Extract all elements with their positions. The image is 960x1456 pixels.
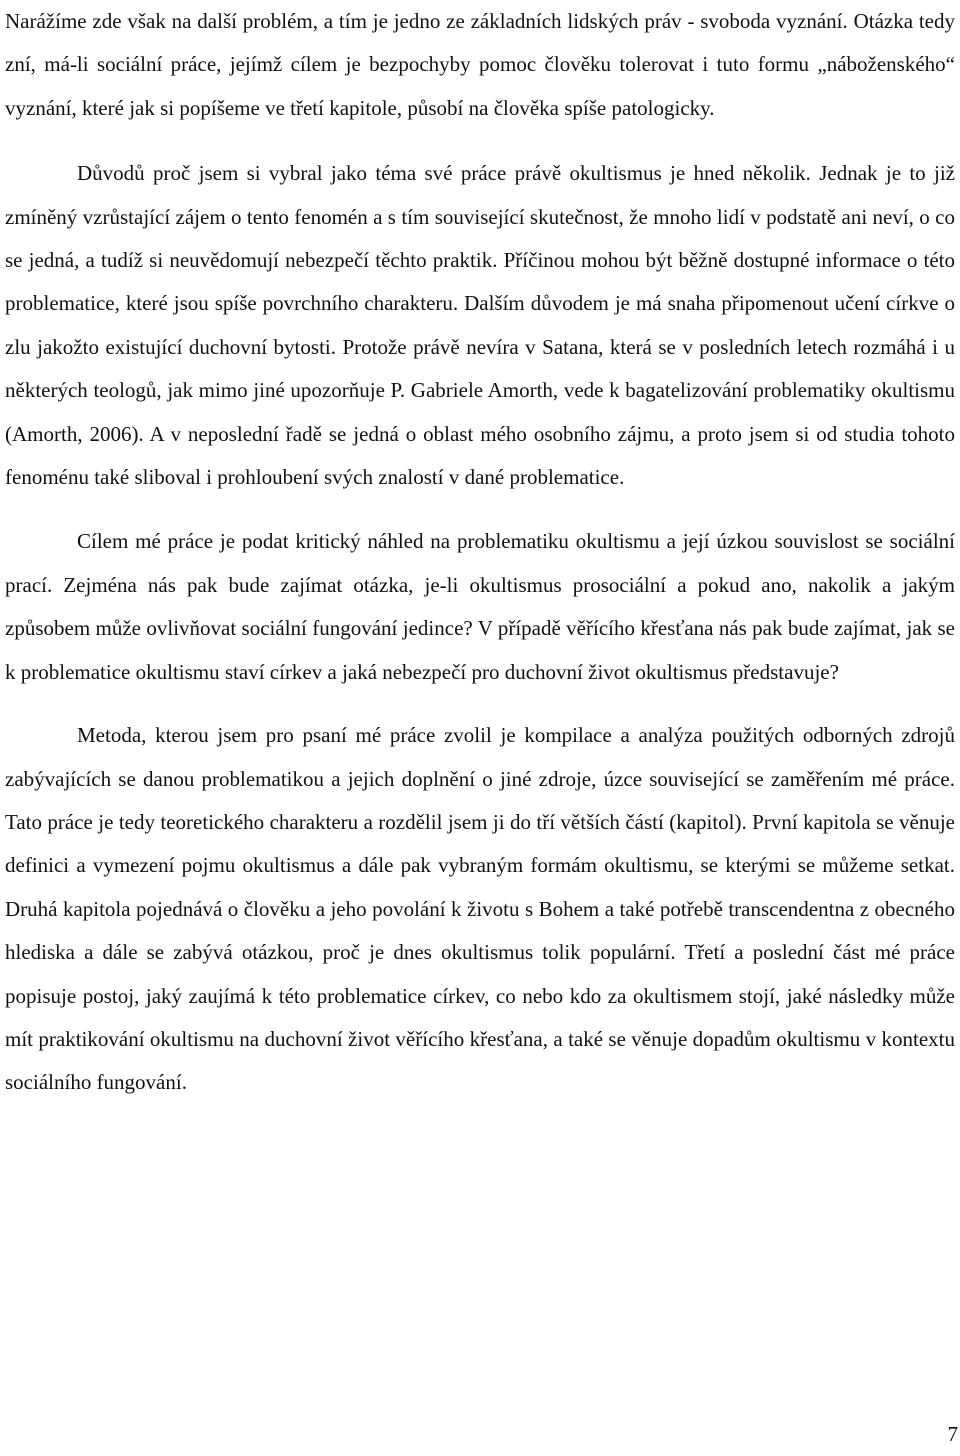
paragraph-method: Metoda, kterou jsem pro psaní mé práce zvolil je kompilace a analýza použitých odborných zdrojů zabývajících se danou problematikou a jejich doplnění o jiné zdroje, úzce související se zaměřením mé práce. Tato práce je tedy teoretického charakteru a rozdělil jsem ji do tří větších částí (kapitol). První kapitola se věnuje definici a vymezení pojmu okultismus a dále pak vybraným formám okultismu, se kterými se můžeme setkat. Druhá kapitola pojednává o člověku a jeho povolání k životu s Bohem a také potřebě transcendentna z obecného hlediska a dále se zabývá otázkou, proč je dnes okultismus tolik populární. Třetí a poslední část mé práce popisuje postoj, jaký zaujímá k této problematice církev, co nebo kdo za okultismem stojí, jaké následky může mít praktikování okultismu na duchovní život věřícího křesťana, a také se věnuje dopadům okultismu v kontextu sociálního fungování. (5, 723, 955, 1095)
paragraph-aim: Cílem mé práce je podat kritický náhled na problematiku okultismu a její úzkou souvislost se sociální prací. Zejména nás pak bude zajímat otázka, je-li okultismus prosociální a pokud ano, nakolik a jakým způsobem může ovlivňovat sociální fungování jedince? V případě věřícího křesťana nás pak bude zajímat, jak se k problematice okultismu staví církev a jaká nebezpečí pro duchovní život okultismus představuje? (5, 529, 955, 684)
paragraph-religious-freedom: Narážíme zde však na další problém, a tím je jedno ze základních lidských práv - svoboda vyznání. Otázka tedy zní, má-li sociální práce, jejímž cílem je bezpochyby pomoc člověku tolerovat i tuto formu „náboženského“ vyznání, které jak si popíšeme ve třetí kapitole, působí na člověka spíše patologicky. (5, 9, 955, 120)
paragraph-reasons: Důvodů proč jsem si vybral jako téma své práce právě okultismus je hned několik. Jednak je to již zmíněný vzrůstající zájem o tento fenomén a s tím související skutečnost, že mnoho lidí v podstatě ani neví, o co se jedná, a tudíž si neuvědomují nebezpečí těchto praktik. Příčinou mohou být běžně dostupné informace o této problematice, které jsou spíše povrchního charakteru. Dalším důvodem je má snaha připomenout učení církve o zlu jakožto existující duchovní bytosti. Protože právě nevíra v Satana, která se v posledních letech rozmáhá i u některých teologů, jak mimo jiné upozorňuje P. Gabriele Amorth, vede k bagatelizování problematiky okultismu (Amorth, 2006). A v neposlední řadě se jedná o oblast mého osobního zájmu, a proto jsem si od studia tohoto fenoménu také sliboval i prohloubení svých znalostí v dané problematice. (5, 161, 955, 490)
page-number: 7 (947, 1422, 958, 1446)
document-page (5, 0, 955, 1105)
